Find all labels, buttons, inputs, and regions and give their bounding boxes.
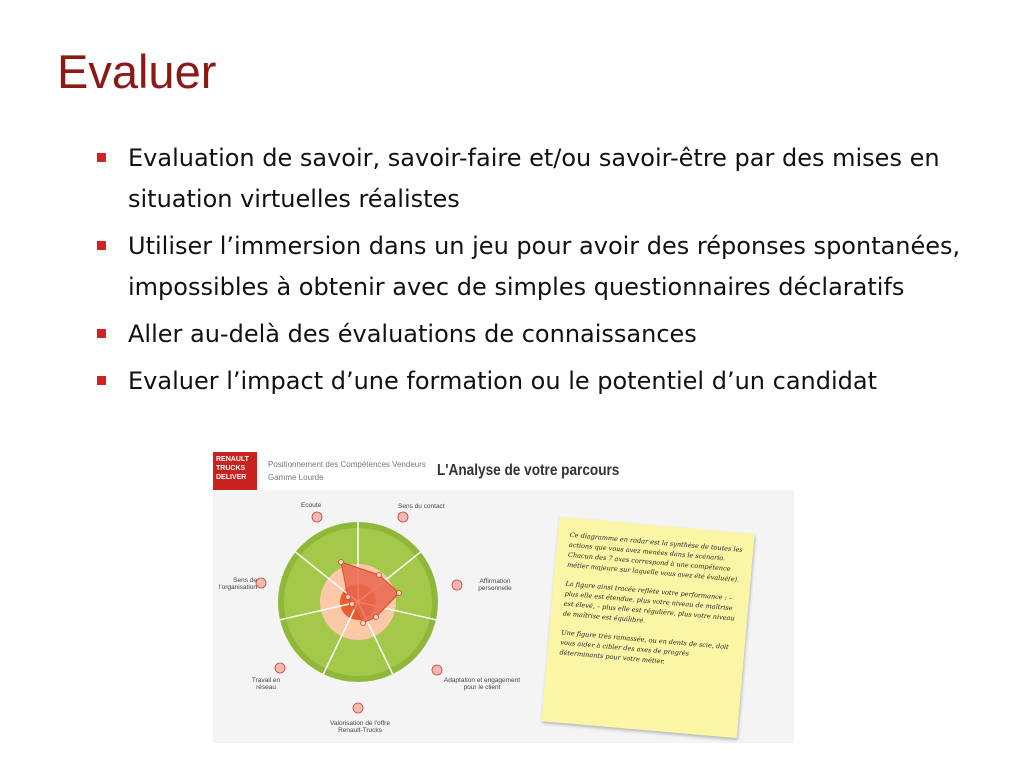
- bullet-text: Evaluation de savoir, savoir-faire et/ou savoir-être par des mises en situation virtuelles réalistes: [128, 144, 940, 213]
- axis-label-adaptation: Adaptation et engagement pour le client: [443, 677, 521, 691]
- axis-label-organisation: Sens de l'organisation: [218, 577, 257, 591]
- bullet-item: [96, 138, 996, 220]
- bullet-marker: [97, 241, 106, 250]
- note-paragraph: Une figure très ramassée, ou en dents de scie, doit vous aider à cibler des axes de progrès déterminants pour votre métier.: [559, 628, 730, 666]
- bullet-marker: [97, 376, 106, 385]
- axis-label-ecoute: Ecoute: [301, 502, 322, 509]
- screenshot-heading: L'Analyse de votre parcours: [437, 462, 620, 479]
- note-paragraph: Ce diagramme en radar est la synthèse de toutes les actions que vous avez menées dans le scénario. Chacun des 7 axes correspond à une compétence métier majeure sur laquelle vous avez été évalué(e).: [566, 530, 744, 584]
- bullet-item: [96, 226, 996, 308]
- bullet-text: Evaluer l’impact d’une formation ou le potentiel d’un candidat: [128, 367, 877, 395]
- bullet-item: [96, 361, 996, 402]
- slide-title: Evaluer: [57, 45, 217, 98]
- axis-label-sens-du-contact: Sens du contact: [398, 503, 445, 510]
- embedded-screenshot: [213, 450, 794, 743]
- axis-label-travail-reseau: Travail en réseau: [251, 677, 281, 691]
- axis-label-affirmation: Affirmation personnelle: [478, 578, 512, 592]
- bullet-marker: [97, 329, 106, 338]
- note-paragraph: La figure ainsi tracée reflète votre performance : – plus elle est étendue, plus votre niveau de maîtrise est élevé, – plus elle est régulière, plus votre niveau de maîtrise est équilibré.: [562, 579, 735, 625]
- bullet-text: Utiliser l’immersion dans un jeu pour avoir des réponses spontanées, impossibles à obtenir avec de simples questionnaires déclaratifs: [128, 232, 961, 301]
- renault-trucks-logo: RENAULT TRUCKS DELIVER: [213, 452, 257, 494]
- bullet-text: Aller au-delà des évaluations de connaissances: [128, 320, 697, 348]
- bullet-item: [96, 314, 996, 355]
- bullet-list: [96, 138, 996, 408]
- screenshot-subtitle: Positionnement des Compétences Vendeurs: [268, 460, 426, 469]
- screenshot-subtitle-range: Gamme Lourde: [268, 473, 324, 482]
- radar-chart: [213, 490, 543, 743]
- bullet-marker: [97, 153, 106, 162]
- sticky-note: [541, 517, 754, 738]
- axis-label-valorisation: Valorisation de l'offre Renault-Trucks: [330, 720, 390, 734]
